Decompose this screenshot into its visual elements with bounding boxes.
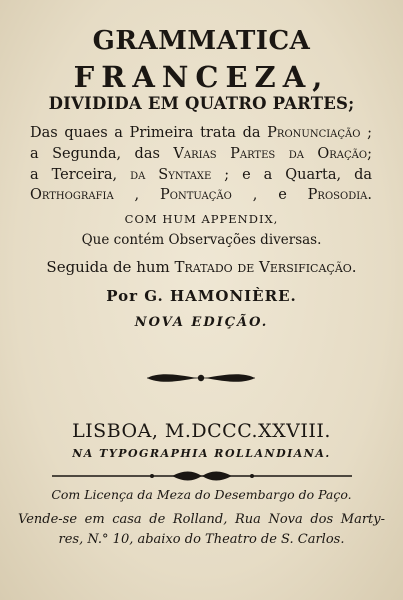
appendix-note: Que contém Observações diversas. — [81, 232, 322, 248]
description-line-2: a Segunda, das Varias Partes da Oração; — [30, 146, 372, 162]
imprint-sale-line-1: Vende-se em casa de Rolland, Rua Nova dos Marty- — [18, 512, 385, 527]
description-line-1: Das quaes a Primeira trata da Pronunciação ; — [30, 125, 372, 141]
imprint-printer: NA TYPOGRAPHIA ROLLANDIANA. — [72, 447, 331, 460]
ornament-divider — [145, 369, 257, 387]
imprint-sale-line-2: res, N.° 10, abaixo do Theatro de S. Carlos. — [58, 532, 345, 547]
imprint-place-date: LISBOA, M.DCCC.XXVIII. — [72, 420, 331, 442]
author-line: Por G. HAMONIÈRE. — [106, 287, 297, 305]
description-line-4: Orthografia , Pontuação , e Prosodia. — [30, 187, 372, 203]
description-line-3: a Terceira, da Syntaxe ; e a Quarta, da — [30, 167, 372, 183]
edition-line: NOVA EDIÇÃO. — [134, 315, 269, 330]
title-grammatica: GRAMMATICA — [92, 26, 311, 56]
title-franceza: FRANCEZA, — [73, 60, 330, 94]
imprint-license: Com Licença da Meza do Desembargo do Paço. — [51, 487, 352, 502]
appendix-heading: COM HUM APPENDIX, — [124, 212, 279, 226]
title-subtitle: DIVIDIDA EM QUATRO PARTES; — [48, 94, 355, 113]
ornament-rule — [52, 469, 352, 483]
versification-line: Seguida de hum Tratado de Versificação. — [46, 258, 357, 276]
